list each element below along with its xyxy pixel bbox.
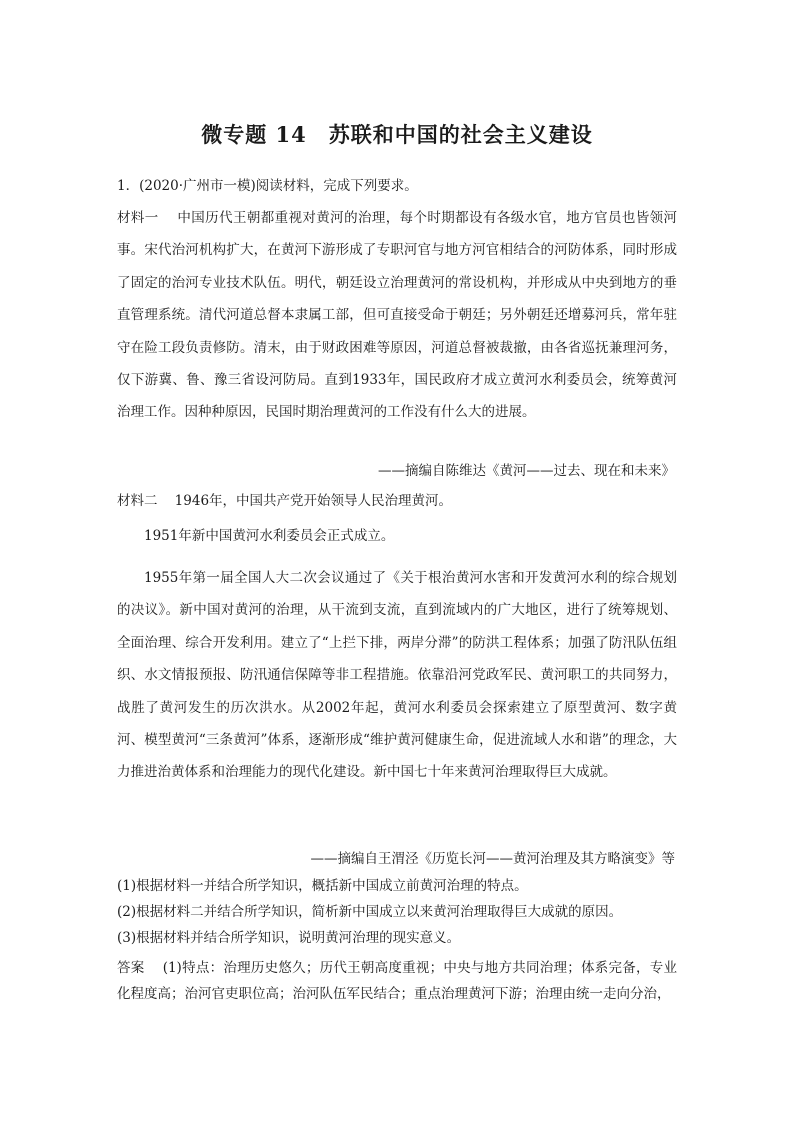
material-two-line-1 (117, 485, 677, 517)
material-one-text: 中国历代王朝都重视对黄河的治理，每个时期都设有各级水官，地方官员也皆领河事。宋代治河机构扩大，在黄河下游形成了专职河官与地方河官相结合的河防体系，同时形成了固定的治河专业技术队伍。明代，朝廷设立治理黄河的常设机构，并形成从中央到地方的垂直管理系统。清代河道总督本隶属工部，但可直接受命于朝廷；另外朝廷还增募河兵，常年驻守在险工段负责修防。清末，由于财政困难等原因，河道总督被裁撤，由各省巡抚兼理河务，仅下游冀、鲁、豫三省设河防局。直到1933年，国民政府才成立黄河水利委员会，统筹黄河治理工作。因种种原因，民国时期治理黄河的工作没有什么大的进展。 (117, 210, 678, 421)
question-2: (2)根据材料二并结合所学知识，简析新中国成立以来黄河治理取得巨大成就的原因。 (117, 904, 623, 920)
material-two-paragraph-3: 1955年第一届全国人大二次会议通过了《关于根治黄河水害和开发黄河水利的综合规划的决议》。新中国对黄河的治理，从干流到支流，直到流域内的广大地区，进行了统筹规划、全面治理、综合开发利用。建立了“上拦下排，两岸分滞”的防洪工程体系；加强了防汛队伍组织、水文情报预报、防汛通信保障等非工程措施。依靠沿河党政军民、黄河职工的共同努力，战胜了黄河发生的历次洪水。从2002年起，黄河水利委员会探索建立了原型黄河、数字黄河、模型黄河“三条黄河”体系，逐渐形成“维护黄河健康生命，促进流域人水和谐”的理念，大力推进治黄体系和治理能力的现代化建设。新中国七十年来黄河治理取得巨大成就。 (117, 570, 677, 781)
material-one-source: ——摘编自陈维达《黄河——过去、现在和未来》 (378, 463, 675, 479)
question-1: (1)根据材料一并结合所学知识，概括新中国成立前黄河治理的特点。 (117, 878, 528, 894)
material-two-label: 材料二 (117, 493, 158, 509)
question-3: (3)根据材料并结合所学知识，说明黄河治理的现实意义。 (117, 930, 461, 946)
answer-label: 答案 (117, 960, 145, 976)
material-two-line-1-text: 1946年，中国共产党开始领导人民治理黄河。 (174, 493, 453, 509)
material-one-paragraph (117, 202, 677, 429)
answer-paragraph (117, 955, 677, 1007)
page-title: 微专题 14 苏联和中国的社会主义建设 (201, 122, 593, 147)
material-two-line-2: 1951年新中国黄河水利委员会正式成立。 (144, 528, 395, 544)
material-two-source: ——摘编自王渭泾《历览长河——黄河治理及其方略演变》等 (310, 851, 675, 867)
question-header: 1．(2020·广州市一模)阅读材料，完成下列要求。 (117, 178, 418, 194)
answer-text: (1)特点：治理历史悠久；历代王朝高度重视；中央与地方共同治理；体系完备，专业化程度高；治河官吏职位高；治河队伍军民结合；重点治理黄河下游；治理由统一走向分治， (117, 960, 677, 1002)
material-one-label: 材料一 (117, 210, 159, 226)
